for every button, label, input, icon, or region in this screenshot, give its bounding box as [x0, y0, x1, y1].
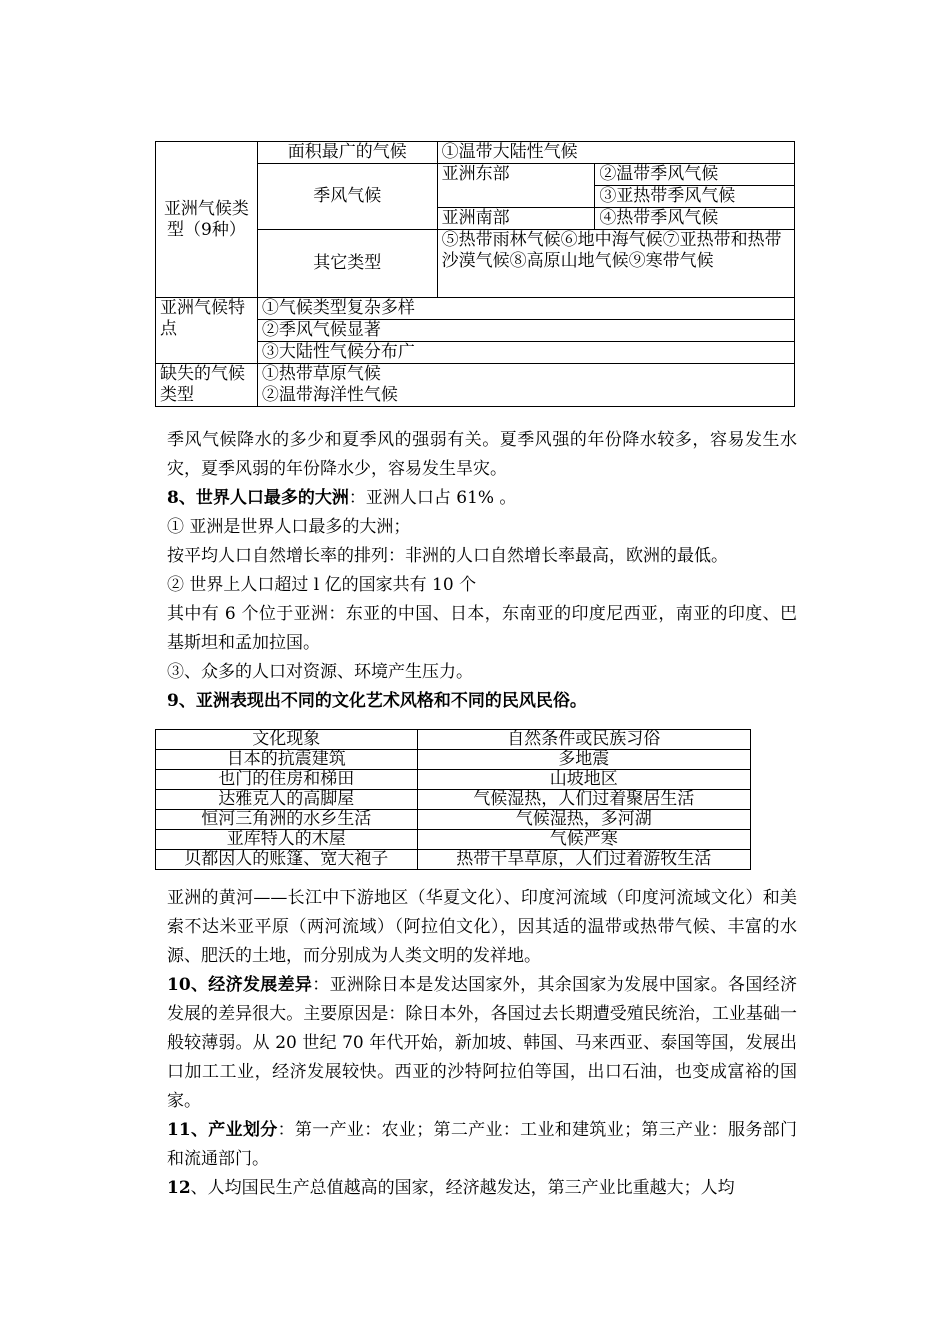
- section-10-body: ：亚洲除日本是发达国家外，其余国家为发展中国家。各国经济发展的差异很大。主要原因是：除日本外，各国过去长期遭受殖民统治，工业基础一般较薄弱。从 20 世纪 70 年代开始，新加坡、韩国、马来西亚、泰国等国，发展出口加工工业，经济发展较快。西亚的沙特阿拉伯等国，出口石油，也变成富裕的国家。: [167, 975, 797, 1111]
- culture-condition: 山坡地区: [417, 770, 750, 790]
- south-item: ④热带季风气候: [595, 208, 795, 230]
- section-10-paragraph: [167, 971, 797, 1116]
- monsoon-label: 季风气候: [257, 164, 437, 230]
- culture-header-phenomenon: 文化现象: [156, 730, 418, 750]
- section-12-body: 、人均国民生产总值越高的国家，经济越发达，第三产业比重越大；人均: [190, 1178, 735, 1198]
- missing-types-header: 缺失的气候类型: [156, 364, 258, 407]
- section-8-line-5: ③、众多的人口对资源、环境产生压力。: [167, 662, 473, 682]
- feature-3: ③大陆性气候分布广: [257, 342, 794, 364]
- section-8-heading: 8、世界人口最多的大洲: [167, 488, 349, 508]
- climate-types-header: 亚洲气候类型（9种）: [156, 142, 258, 298]
- section-11-heading: 11、产业划分: [167, 1120, 278, 1140]
- section-8-line-4: 其中有 6 个位于亚洲：东亚的中国、日本，东南亚的印度尼西亚，南亚的印度、巴基斯坦和孟加拉国。: [167, 604, 797, 653]
- south-asia-label: 亚洲南部: [437, 208, 595, 230]
- section-8-line-3: ② 世界上人口超过 l 亿的国家共有 10 个: [167, 575, 477, 595]
- section-11-paragraph: [167, 1116, 797, 1174]
- section-12-heading: 12: [167, 1178, 191, 1198]
- missing-type-1: ①热带草原气候: [261, 364, 381, 384]
- civilization-paragraph: 亚洲的黄河——长江中下游地区（华夏文化）、印度河流域（印度河流域文化）和美索不达米亚平原（两河流域）（阿拉伯文化），因其适的温带或热带气候、丰富的水源、肥沃的土地，而分别成为人类文明的发祥地。: [167, 888, 797, 966]
- east-item-1: ②温带季风气候: [595, 164, 795, 186]
- culture-condition: 气候严寒: [417, 830, 750, 850]
- table-row: [156, 790, 751, 810]
- section-11-body: ：第一产业：农业；第二产业：工业和建筑业；第三产业：服务部门和流通部门。: [167, 1120, 797, 1169]
- largest-area-label: 面积最广的气候: [257, 142, 437, 164]
- culture-condition: 气候湿热，多河湖: [417, 810, 750, 830]
- culture-phenomenon: 也门的住房和梯田: [156, 770, 418, 790]
- missing-type-2: ②温带海洋性气候: [261, 385, 398, 405]
- culture-phenomenon: 日本的抗震建筑: [156, 750, 418, 770]
- other-types-label: 其它类型: [257, 230, 437, 298]
- section-8-heading-tail: ：亚洲人口占 61% 。: [348, 488, 517, 508]
- missing-types-list: [257, 364, 794, 407]
- culture-phenomenon: 恒河三角洲的水乡生活: [156, 810, 418, 830]
- table-row: [156, 850, 751, 870]
- other-types-value: ⑤热带雨林气候⑥地中海气候⑦亚热带和热带沙漠气候⑧高原山地气候⑨寒带气候: [437, 230, 794, 298]
- feature-1: ①气候类型复杂多样: [257, 298, 794, 320]
- section-8-heading-line: [167, 484, 797, 513]
- climate-features-header: 亚洲气候特点: [156, 298, 258, 364]
- climate-table: [155, 141, 795, 407]
- table-row: [156, 810, 751, 830]
- monsoon-paragraph: 季风气候降水的多少和夏季风的强弱有关。夏季风强的年份降水较多，容易发生水灾，夏季风弱的年份降水少，容易发生旱灾。: [167, 430, 797, 479]
- table-row: [156, 750, 751, 770]
- culture-condition: 热带干旱草原，人们过着游牧生活: [417, 850, 750, 870]
- section-10-heading: 10、经济发展差异: [167, 975, 313, 995]
- section-9-heading: 9、亚洲表现出不同的文化艺术风格和不同的民风民俗。: [167, 691, 587, 711]
- table-row: [156, 830, 751, 850]
- table-row: [156, 770, 751, 790]
- culture-phenomenon: 亚库特人的木屋: [156, 830, 418, 850]
- east-asia-label: 亚洲东部: [437, 164, 595, 208]
- culture-phenomenon: 贝都因人的账篷、宽大袍子: [156, 850, 418, 870]
- largest-area-value: ①温带大陆性气候: [437, 142, 794, 164]
- culture-condition: 气候湿热，人们过着聚居生活: [417, 790, 750, 810]
- east-item-2: ③亚热带季风气候: [595, 186, 795, 208]
- culture-table: [155, 729, 751, 870]
- feature-2: ②季风气候显著: [257, 320, 794, 342]
- culture-header-condition: 自然条件或民族习俗: [417, 730, 750, 750]
- section-8-line-1: ① 亚洲是世界人口最多的大洲；: [167, 517, 411, 537]
- culture-phenomenon: 达雅克人的高脚屋: [156, 790, 418, 810]
- culture-condition: 多地震: [417, 750, 750, 770]
- section-8-line-2: 按平均人口自然增长率的排列：非洲的人口自然增长率最高，欧洲的最低。: [167, 546, 728, 566]
- section-12-paragraph: [167, 1174, 797, 1203]
